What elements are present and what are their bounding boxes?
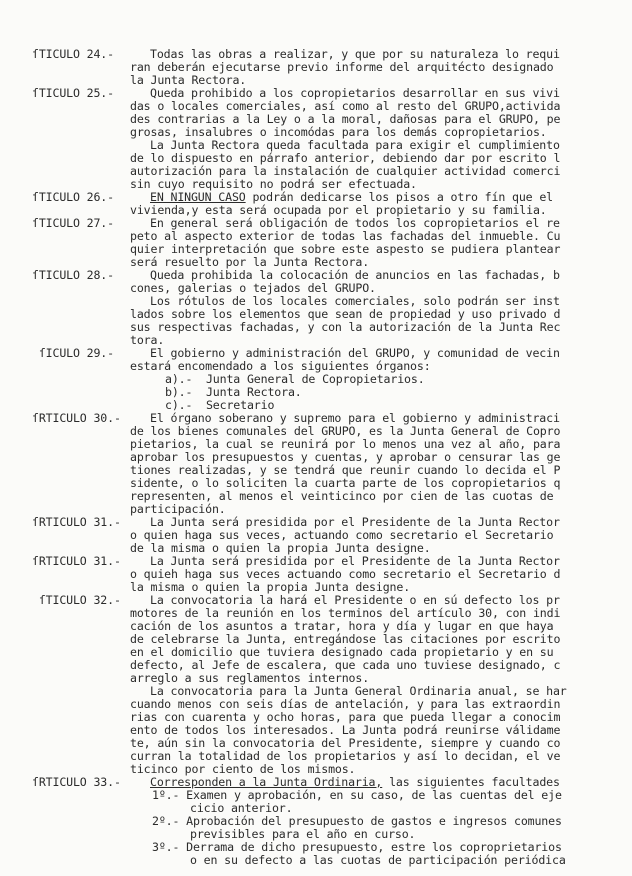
article-text-line: previsibles para el año en curso.: [190, 827, 416, 841]
article-text-line: de los bienes comunales del GRUPO, es la Junta General de Copro: [130, 424, 561, 438]
article-text-line: lados sobre los elementos que sean de propiedad y uso privado d: [130, 307, 561, 321]
article-text-line: la misma o quien la propia Junta designe.: [130, 580, 411, 594]
article-text-line: ento de todos los interesados. La Junta podrá reunirse válidame: [130, 723, 561, 737]
article-label: ſICULO 29.-: [32, 346, 114, 360]
article-text-line: participación.: [130, 502, 226, 516]
article-label: ſRTICULO 30.-: [32, 411, 121, 425]
article-text-line: curran la totalidad de los propietarios y así lo decidan, el ve: [130, 749, 561, 763]
article-text-line: sus respectivas fachadas, y con la autorización de la Junta Rec: [130, 320, 561, 334]
article-text-line: peto al aspecto exterior de todas las fachadas del inmueble. Cu: [130, 229, 561, 243]
article-text-line: rias con cuarenta y ocho horas, para que pueda llegar a conocim: [130, 710, 561, 724]
article-text-line: o quien haga sus veces, actuando como secretario el Secretario: [130, 528, 554, 542]
article-text-line: 3º.- Derrama de dicho presupuesto, estre los coproprietarios: [152, 840, 562, 854]
article-label: ſTICULO 26.-: [32, 190, 114, 204]
article-text-line: das o locales comerciales, así como al resto del GRUPO,activida: [130, 99, 561, 113]
article-text-line: pietarios, la cual se reunirá por lo menos una vez al año, para: [130, 437, 561, 451]
article-text-line: La Junta Rectora queda facultada para exigir el cumplimiento: [150, 138, 560, 152]
article-label: ſRTICULO 31.-: [32, 554, 121, 568]
article-label: ſTICULO 24.-: [32, 47, 114, 61]
article-text-line: En general será obligación de todos los copropietarios el re: [150, 216, 560, 230]
article-text-line: representen, al menos el veinticinco por cien de las cuotas de: [130, 489, 554, 503]
article-text-line: des contrarias a la Ley o a la moral, dañosas para el GRUPO, pe: [130, 112, 561, 126]
article-text-line: tora.: [130, 333, 165, 347]
article-text-line: de lo dispuesto en párrafo anterior, debiendo dar por escrito l: [130, 151, 561, 165]
article-text-line: cones, galerias o tejados del GRUPO.: [130, 281, 376, 295]
article-text-line: ticinco por ciento de los mismos.: [130, 762, 356, 776]
article-text-line: cación de los asuntos a tratar, hora y día y lugar en que haya: [130, 619, 554, 633]
article-label: ſTICULO 27.-: [32, 216, 114, 230]
article-text-line: Los rótulos de los locales comerciales, solo podrán ser inst: [150, 294, 560, 308]
article-text-line: sin cuyo requisito no podrá ser efectuada.: [130, 177, 417, 191]
article-label: ſRTICULO 33.-: [32, 775, 121, 789]
article-text-line: vivienda,y esta será ocupada por el propietario y su familia.: [130, 203, 547, 217]
article-text-line: ran deberán ejecutarse previo informe del arquitécto designado: [130, 60, 554, 74]
article-text-line: defecto, al Jefe de escalera, que cada uno tuviese designado, c: [130, 658, 561, 672]
article-text-line: aprobar los presupuestos y cuentas, y aprobar o censurar las ge: [130, 450, 561, 464]
article-text-line: autorización para la instalación de cualquier actividad comerci: [130, 164, 561, 178]
article-text-line: sidente, o lo soliciten la cuarta parte de los copropietarios q: [130, 476, 561, 490]
article-text-line: a).- Junta General de Copropietarios.: [165, 372, 425, 386]
article-text-line: cicio anterior.: [190, 801, 293, 815]
article-text-line: arreglo a sus reglamentos internos.: [130, 671, 370, 685]
article-text-line: Queda prohibido a los copropietarios desarrollar en sus vivi: [150, 86, 560, 100]
article-text-line: será resuelto por la Junta Rectora.: [130, 255, 370, 269]
article-text-line: La convocatoria para la Junta General Ordinaria anual, se har: [150, 684, 567, 698]
article-text-line: Corresponden a la Junta Ordinaria, las siguientes facultades: [150, 775, 560, 789]
article-text-line: grosas, insalubres o incomódas para los demás copropietarios.: [130, 125, 547, 139]
article-text-line: o quieh haga sus veces actuando como secretario el Secretario d: [130, 567, 561, 581]
article-text-line: estará encomendado a los siguientes órganos:: [130, 359, 431, 373]
article-label: ſTICULO 32.-: [32, 593, 121, 607]
article-text-line: c).- Secretario: [165, 398, 275, 412]
article-text-line: cuando menos con seis días de antelación, y para las extraordin: [130, 697, 561, 711]
article-text-line: 1º.- Examen y aprobación, en su caso, de las cuentas del eje: [152, 788, 562, 802]
article-text-line: b).- Junta Rectora.: [165, 385, 302, 399]
article-text-line: te, aún sin la convocatoria del Presidente, siempre y cuando co: [130, 736, 561, 750]
article-text-line: de la misma o quien la propia Junta designe.: [130, 541, 431, 555]
article-text-line: La Junta será presidida por el Presidente de la Junta Rector: [150, 554, 560, 568]
article-text-line: en el domicilio que tuviera designado cada propietario y en su: [130, 645, 554, 659]
article-text-line: La Junta será presidida por el Presidente de la Junta Rector: [150, 515, 560, 529]
article-text-line: motores de la reunión en los terminos del artículo 30, con indi: [130, 606, 561, 620]
article-text-line: La convocatoria la hará el Presidente o en sú defecto los pr: [150, 593, 560, 607]
article-text-line: Todas las obras a realizar, y que por su naturaleza lo requi: [150, 47, 560, 61]
article-label: ſTICULO 28.-: [32, 268, 114, 282]
article-text-line: la Junta Rectora.: [130, 73, 247, 87]
article-text-line: Queda prohibida la colocación de anuncios en las fachadas, b: [150, 268, 560, 282]
article-text-line: El gobierno y administración del GRUPO, y comunidad de vecin: [150, 346, 560, 360]
article-label: ſTICULO 25.-: [32, 86, 114, 100]
article-text-line: EN NINGUN CASO podrán dedicarse los pisos a otro fín que el: [150, 190, 553, 204]
article-text-line: tiones realizadas, y se tendrá que reunir cuando lo decida el P: [130, 463, 561, 477]
article-text-line: o en su defecto a las cuotas de participación periódica: [190, 853, 566, 867]
article-text-line: 2º.- Aprobación del presupuesto de gastos e ingresos comunes: [152, 814, 562, 828]
article-text-line: quier interpretación que sobre este aspesto se pudiera plantear: [130, 242, 561, 256]
article-label: ſRTICULO 31.-: [32, 515, 121, 529]
article-text-line: de celebrarse la Junta, entregándose las citaciones por escrito: [130, 632, 561, 646]
article-text-line: El órgano soberano y supremo para el gobierno y administraci: [150, 411, 560, 425]
